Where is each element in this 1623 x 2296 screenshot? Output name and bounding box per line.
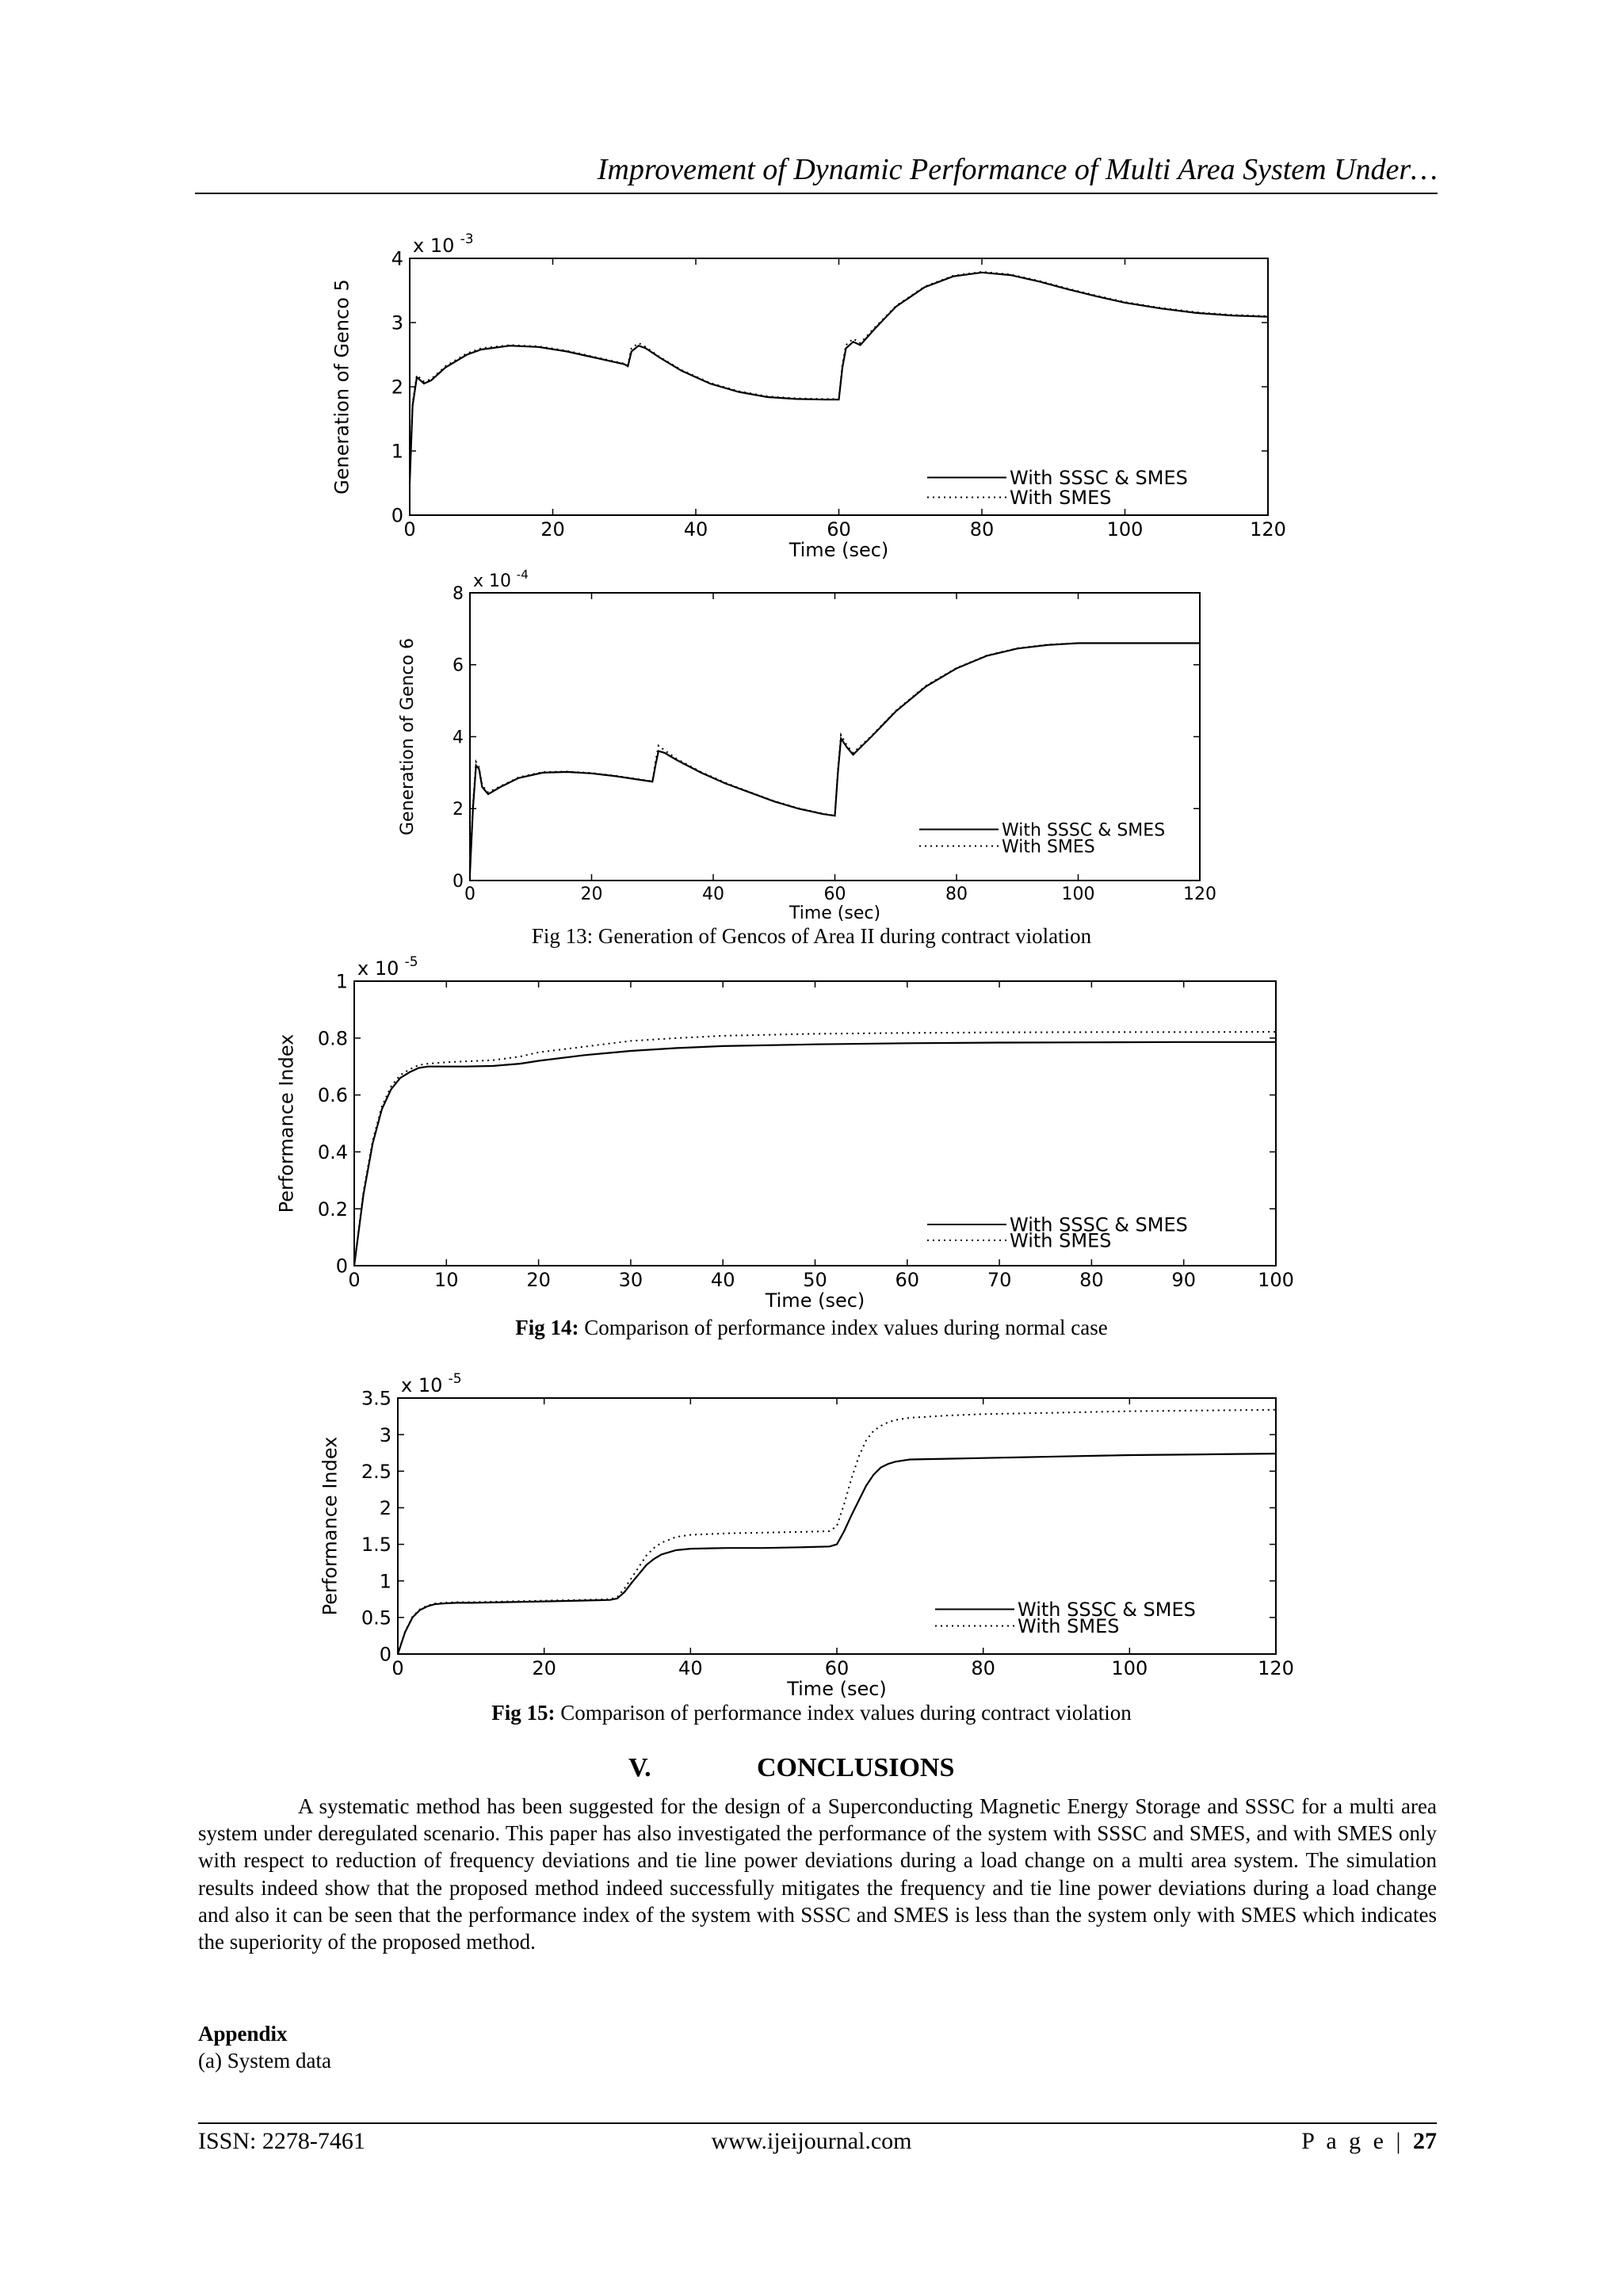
footer-issn: ISSN: 2278-7461: [198, 2128, 365, 2154]
y-axis-label: Performance Index: [275, 1033, 298, 1213]
fig14-caption-label: Fig 14:: [515, 1316, 579, 1339]
x-axis-label: Time (sec): [789, 539, 889, 561]
y-multiplier: x 10: [401, 1374, 443, 1396]
x-tick-label: 20: [580, 884, 603, 904]
y-multiplier: x 10: [473, 571, 512, 591]
section-title: CONCLUSIONS: [757, 1753, 955, 1782]
y-tick-label: 3: [391, 311, 403, 334]
y-axis-label: Performance Index: [319, 1436, 342, 1616]
x-tick-label: 100: [1061, 884, 1095, 904]
x-tick-label: 100: [1258, 1269, 1294, 1291]
fig13-caption: Fig 13: Generation of Gencos of Area II during contract violation: [531, 924, 1092, 948]
x-tick-label: 20: [540, 518, 565, 541]
footer-rule: [198, 2122, 1437, 2124]
x-tick-label: 100: [1106, 518, 1144, 541]
y-axis-label: Generation of Genco 5: [330, 279, 353, 495]
x-tick-label: 80: [971, 1657, 995, 1679]
legend-label: With SSSC & SMES: [1018, 1599, 1196, 1622]
x-tick-label: 20: [526, 1269, 551, 1291]
conclusions-paragraph: A systematic method has been suggested for the design of a Superconducting Magnetic Energy Storage and SSSC for a multi area system under deregulated scenario. This paper has also investigated the performance of the system with SSSC and SMES, and with SMES only with respect to reduction of frequency deviations and tie line power deviations during a load change on a multi area system. The simulation results indeed show that the proposed method indeed successfully mitigates the frequency and tie line power deviations during a load change and also it can be seen that the performance index of the system with SSSC and SMES is less than the system only with SMES which indicates the superiority of the proposed method.: [198, 1794, 1437, 1954]
x-tick-label: 60: [895, 1269, 920, 1291]
x-tick-label: 40: [710, 1269, 735, 1291]
legend-label: With SMES: [1002, 837, 1095, 858]
legend-label: With SSSC & SMES: [1010, 467, 1188, 490]
y-tick-label: 0.8: [317, 1027, 348, 1050]
appendix-subtitle: (a) System data: [198, 2049, 331, 2073]
x-tick-label: 0: [348, 1269, 361, 1291]
y-tick-label: 2: [453, 800, 464, 820]
y-tick-label: 2.5: [361, 1460, 391, 1483]
appendix-title: Appendix: [198, 2022, 288, 2046]
y-tick-label: 1.5: [361, 1534, 391, 1557]
x-tick-label: 80: [1079, 1269, 1104, 1291]
x-tick-label: 60: [824, 1657, 850, 1679]
fig15-caption-label: Fig 15:: [491, 1701, 556, 1725]
y-multiplier: x 10: [357, 957, 399, 980]
x-axis-label: Time (sec): [787, 1678, 887, 1700]
x-tick-label: 120: [1258, 1657, 1294, 1679]
x-tick-label: 0: [403, 518, 416, 541]
y-tick-label: 0.2: [317, 1198, 348, 1221]
running-header-title: Improvement of Dynamic Performance of Multi Area System Under…: [597, 153, 1438, 186]
series-line: [398, 1454, 1276, 1654]
y-axis-label: Generation of Genco 6: [398, 638, 418, 835]
y-multiplier: x 10: [413, 235, 455, 257]
y-tick-label: 1: [335, 970, 348, 993]
legend-label: With SMES: [1010, 487, 1112, 510]
y-exponent: -3: [460, 231, 474, 248]
legend-label: With SSSC & SMES: [1010, 1213, 1188, 1236]
y-tick-label: 4: [453, 728, 464, 748]
fig15-caption-text: Comparison of performance index values during contract violation: [555, 1701, 1132, 1725]
x-tick-label: 120: [1250, 518, 1286, 541]
y-tick-label: 4: [391, 247, 403, 270]
legend-label: With SSSC & SMES: [1002, 820, 1166, 841]
x-tick-label: 100: [1111, 1657, 1148, 1679]
x-tick-label: 80: [945, 884, 968, 904]
footer-website: www.ijeijournal.com: [711, 2128, 912, 2154]
y-tick-label: 3: [379, 1423, 391, 1446]
y-tick-label: 0.6: [317, 1084, 348, 1107]
x-tick-label: 50: [803, 1269, 827, 1291]
y-tick-label: 0: [391, 504, 403, 527]
y-tick-label: 0: [379, 1643, 391, 1666]
legend-label: With SMES: [1010, 1229, 1112, 1252]
x-tick-label: 10: [434, 1269, 459, 1291]
x-tick-label: 40: [683, 518, 708, 541]
x-tick-label: 20: [532, 1657, 556, 1679]
x-tick-label: 30: [618, 1269, 643, 1291]
x-tick-label: 60: [827, 518, 851, 541]
fig15-caption: [0, 1701, 1623, 1725]
y-tick-label: 8: [453, 583, 464, 604]
y-tick-label: 0.5: [361, 1606, 391, 1629]
x-tick-label: 120: [1183, 884, 1216, 904]
y-tick-label: 1: [391, 440, 403, 463]
y-tick-label: 0.4: [317, 1141, 348, 1164]
x-tick-label: 40: [702, 884, 724, 904]
y-tick-label: 6: [453, 655, 464, 676]
y-tick-label: 3.5: [361, 1387, 391, 1410]
y-tick-label: 2: [379, 1497, 391, 1520]
x-tick-label: 70: [987, 1269, 1012, 1291]
y-tick-label: 0: [335, 1255, 348, 1278]
x-tick-label: 0: [464, 884, 475, 904]
fig14-caption-text: Comparison of performance index values during normal case: [579, 1316, 1108, 1339]
y-tick-label: 1: [379, 1570, 391, 1593]
x-tick-label: 90: [1171, 1269, 1196, 1291]
y-tick-label: 0: [453, 871, 464, 892]
y-exponent: -5: [404, 954, 418, 971]
y-tick-label: 2: [391, 376, 403, 399]
footer-page-label: P a g e |: [1301, 2128, 1404, 2154]
x-tick-label: 40: [678, 1657, 703, 1679]
legend-label: With SMES: [1018, 1615, 1120, 1638]
y-exponent: -5: [448, 1371, 462, 1388]
x-axis-label: Time (sec): [789, 904, 881, 923]
footer-page-number: 27: [1413, 2128, 1437, 2154]
x-tick-label: 60: [823, 884, 846, 904]
x-tick-label: 80: [969, 518, 995, 541]
x-tick-label: 0: [391, 1657, 404, 1679]
y-exponent: -4: [516, 567, 529, 583]
x-axis-label: Time (sec): [765, 1289, 865, 1312]
section-number: V.: [628, 1753, 651, 1782]
footer-page: [1301, 2128, 1437, 2155]
